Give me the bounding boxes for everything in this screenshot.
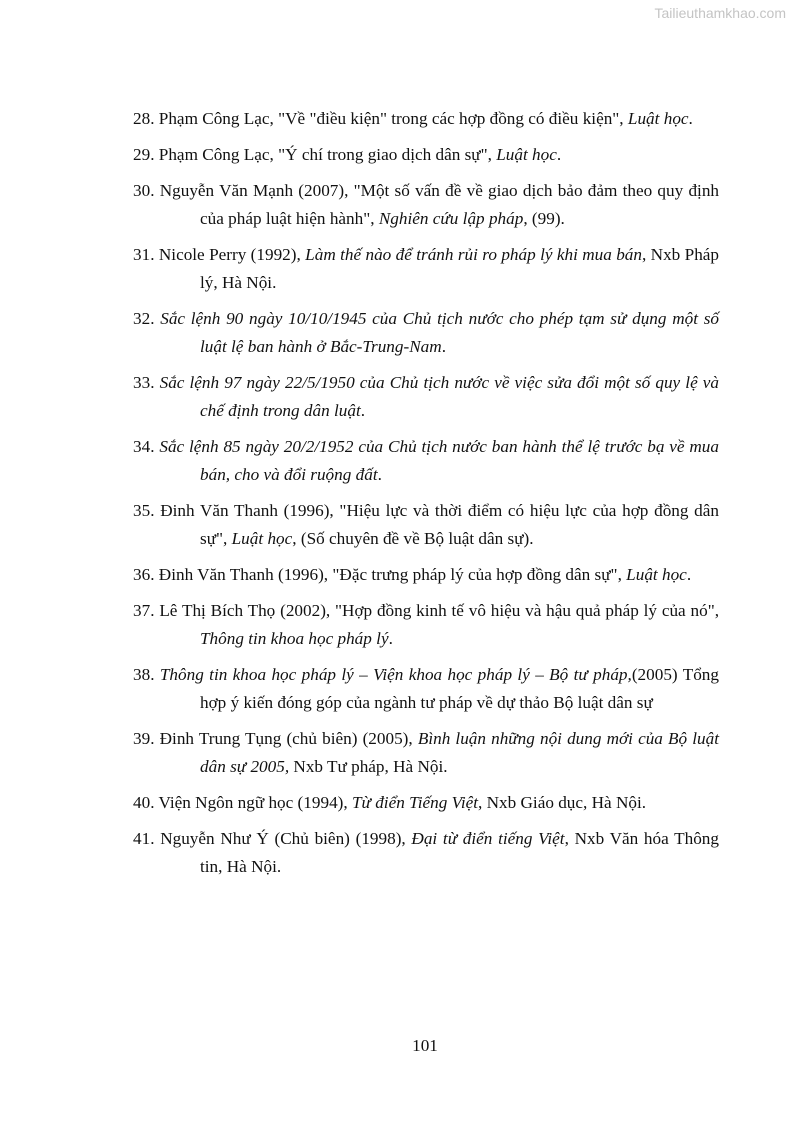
reference-number: 39. bbox=[133, 729, 155, 748]
reference-item bbox=[133, 105, 719, 133]
reference-item bbox=[133, 177, 719, 233]
reference-title-italic: Từ điển Tiếng Việt bbox=[351, 793, 479, 812]
reference-title-italic: Làm thế nào để tránh rủi ro pháp lý khi mua bán bbox=[305, 245, 642, 264]
reference-text: . bbox=[441, 337, 446, 356]
reference-text: Đinh Văn Thanh (1996), "Hiệu lực và thời điểm có hiệu lực của hợp đồng dân sự", bbox=[160, 501, 719, 548]
reference-number: 41. bbox=[133, 829, 155, 848]
reference-text: . bbox=[360, 401, 366, 420]
reference-item bbox=[133, 825, 719, 881]
reference-title-italic: Đại từ điển tiếng Việt bbox=[411, 829, 565, 848]
reference-number: 33. bbox=[133, 373, 155, 392]
reference-text: . bbox=[556, 145, 562, 164]
reference-item bbox=[133, 433, 719, 489]
reference-text: Nicole Perry (1992), bbox=[158, 245, 306, 264]
reference-number: 35. bbox=[133, 501, 155, 520]
reference-text: Nguyễn Văn Mạnh (2007), "Một số vấn đề về giao dịch bảo đảm theo quy định của pháp luật hiện hành", bbox=[159, 181, 720, 228]
reference-number: 31. bbox=[133, 245, 155, 264]
reference-item bbox=[133, 561, 719, 589]
reference-text: . bbox=[388, 629, 393, 648]
reference-title-italic: Luật học bbox=[627, 109, 689, 128]
reference-text: Nxb Tư pháp, Hà Nội. bbox=[289, 757, 448, 776]
reference-text: Nguyễn Như Ý (Chủ biên) (1998), bbox=[160, 829, 412, 848]
reference-item bbox=[133, 305, 719, 361]
reference-item bbox=[133, 369, 719, 425]
reference-text: Viện Ngôn ngữ học (1994), bbox=[158, 793, 352, 812]
reference-title-italic: Thông tin khoa học pháp lý – Viện khoa học pháp lý – Bộ tư pháp, bbox=[159, 665, 632, 684]
reference-title-italic: Luật học bbox=[496, 145, 557, 164]
reference-item bbox=[133, 141, 719, 169]
reference-item bbox=[133, 725, 719, 781]
reference-text: , (Số chuyên đề về Bộ luật dân sự). bbox=[292, 529, 534, 548]
reference-item bbox=[133, 241, 719, 297]
reference-title-italic: Sắc lệnh 90 ngày 10/10/1945 của Chủ tịch nước cho phép tạm sử dụng một số luật lệ ban hành ở Bắc-Trung-Nam bbox=[160, 309, 719, 356]
reference-list bbox=[133, 105, 719, 889]
reference-number: 32. bbox=[133, 309, 155, 328]
reference-item bbox=[133, 597, 719, 653]
reference-number: 29. bbox=[133, 145, 155, 164]
reference-title-italic: Sắc lệnh 97 ngày 22/5/1950 của Chủ tịch nước về việc sửa đổi một số quy lệ và chế định trong dân luật bbox=[159, 373, 720, 420]
reference-text: Lê Thị Bích Thọ (2002), "Hợp đồng kinh tế vô hiệu và hậu quả pháp lý của nó", bbox=[159, 601, 720, 620]
reference-number: 34. bbox=[133, 437, 155, 456]
reference-title-italic: Sắc lệnh 85 ngày 20/2/1952 của Chủ tịch nước ban hành thể lệ trước bạ về mua bán, cho và đổi ruộng đất bbox=[159, 437, 719, 484]
page-number: 101 bbox=[412, 1036, 438, 1055]
reference-title-italic: Luật học bbox=[626, 565, 687, 584]
reference-text: Phạm Công Lạc, "Về "điều kiện" trong các hợp đồng có điều kiện", bbox=[158, 109, 628, 128]
reference-number: 40. bbox=[133, 793, 155, 812]
reference-number: 37. bbox=[133, 601, 155, 620]
reference-text: (2005) Tổng hợp ý kiến đóng góp của ngành tư pháp về dự thảo Bộ luật dân sự bbox=[200, 665, 719, 712]
reference-text: , (99). bbox=[523, 209, 565, 228]
reference-title-italic: Luật học bbox=[231, 529, 293, 548]
reference-number: 38. bbox=[133, 665, 155, 684]
reference-text: . bbox=[377, 465, 382, 484]
reference-text: Đinh Văn Thanh (1996), "Đặc trưng pháp lý của hợp đồng dân sự", bbox=[158, 565, 627, 584]
reference-item bbox=[133, 497, 719, 553]
reference-title-italic: Thông tin khoa học pháp lý bbox=[200, 629, 389, 648]
reference-title-italic: Bình luận những nội dung mới của Bộ luật dân sự 2005, bbox=[200, 729, 719, 776]
reference-text: , Nxb Pháp lý, Hà Nội. bbox=[200, 245, 720, 292]
reference-text: , Nxb Giáo dục, Hà Nội. bbox=[478, 793, 647, 812]
watermark: Tailieuthamkhao.com bbox=[654, 5, 786, 21]
reference-number: 30. bbox=[133, 181, 155, 200]
reference-text: , Nxb Văn hóa Thông tin, Hà Nội. bbox=[200, 829, 719, 876]
reference-text: Đinh Trung Tụng (chủ biên) (2005), bbox=[159, 729, 418, 748]
reference-item bbox=[133, 661, 719, 717]
reference-text: . bbox=[686, 565, 692, 584]
reference-item bbox=[133, 789, 719, 817]
reference-text: Phạm Công Lạc, "Ý chí trong giao dịch dân sự", bbox=[158, 145, 497, 164]
reference-number: 36. bbox=[133, 565, 155, 584]
reference-number: 28. bbox=[133, 109, 155, 128]
reference-title-italic: Nghiên cứu lập pháp bbox=[378, 209, 524, 228]
reference-text: . bbox=[688, 109, 693, 128]
